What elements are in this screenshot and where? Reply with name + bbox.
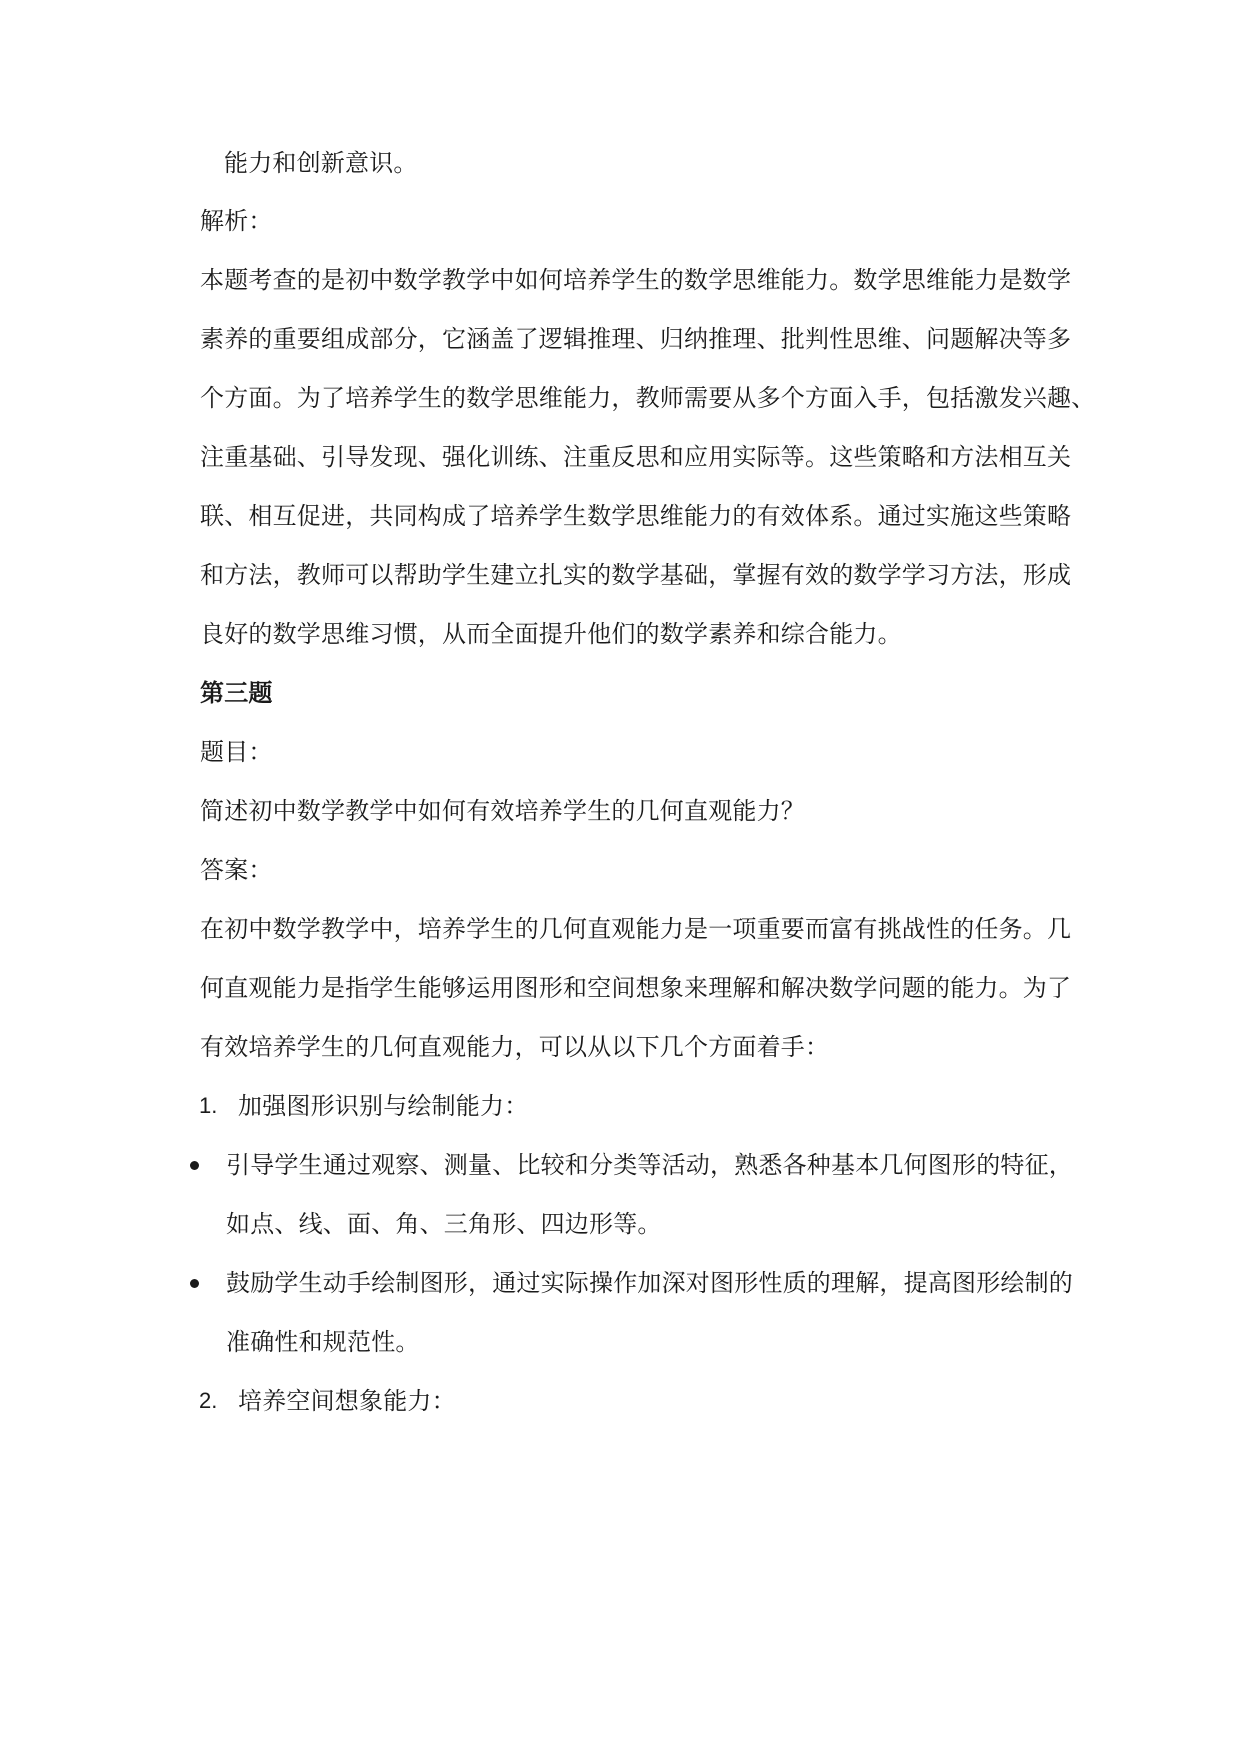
analysis-line: 注重基础、引导发现、强化训练、注重反思和应用实际等。这些策略和方法相互关 (200, 443, 1072, 471)
answer-line: 在初中数学教学中，培养学生的几何直观能力是一项重要而富有挑战性的任务。几 (200, 915, 1072, 943)
bullet-icon (190, 1279, 199, 1288)
analysis-line: 素养的重要组成部分，它涵盖了逻辑推理、归纳推理、批判性思维、问题解决等多 (200, 325, 1072, 353)
analysis-line: 个方面。为了培养学生的数学思维能力，教师需要从多个方面入手，包括激发兴趣、 (200, 384, 1096, 412)
list-item-title: 加强图形识别与绘制能力： (238, 1092, 529, 1120)
question-label: 题目： (200, 738, 273, 766)
analysis-line: 和方法，教师可以帮助学生建立扎实的数学基础，掌握有效的数学学习方法，形成 (200, 561, 1072, 589)
analysis-label: 解析： (200, 207, 273, 235)
question-text: 简述初中数学教学中如何有效培养学生的几何直观能力？ (200, 797, 805, 825)
bullet-line: 引导学生通过观察、测量、比较和分类等活动，熟悉各种基本几何图形的特征， (226, 1151, 1073, 1179)
answer-label: 答案： (200, 856, 273, 884)
answer-line: 有效培养学生的几何直观能力，可以从以下几个方面着手： (200, 1033, 830, 1061)
analysis-line: 联、相互促进，共同构成了培养学生数学思维能力的有效体系。通过实施这些策略 (200, 502, 1072, 530)
bullet-icon (190, 1161, 199, 1170)
bullet-line: 如点、线、面、角、三角形、四边形等。 (226, 1210, 662, 1238)
continuation-text: 能力和创新意识。 (224, 149, 418, 177)
list-number: 1. (199, 1093, 218, 1118)
analysis-line: 良好的数学思维习惯，从而全面提升他们的数学素养和综合能力。 (200, 620, 902, 648)
analysis-line: 本题考查的是初中数学教学中如何培养学生的数学思维能力。数学思维能力是数学 (200, 266, 1072, 294)
answer-line: 何直观能力是指学生能够运用图形和空间想象来理解和解决数学问题的能力。为了 (200, 974, 1072, 1002)
section-title: 第三题 (200, 679, 273, 707)
bullet-line: 鼓励学生动手绘制图形，通过实际操作加深对图形性质的理解，提高图形绘制的 (226, 1269, 1073, 1297)
list-number: 2. (199, 1388, 218, 1413)
list-item-title: 培养空间想象能力： (238, 1387, 456, 1415)
bullet-line: 准确性和规范性。 (226, 1328, 420, 1356)
